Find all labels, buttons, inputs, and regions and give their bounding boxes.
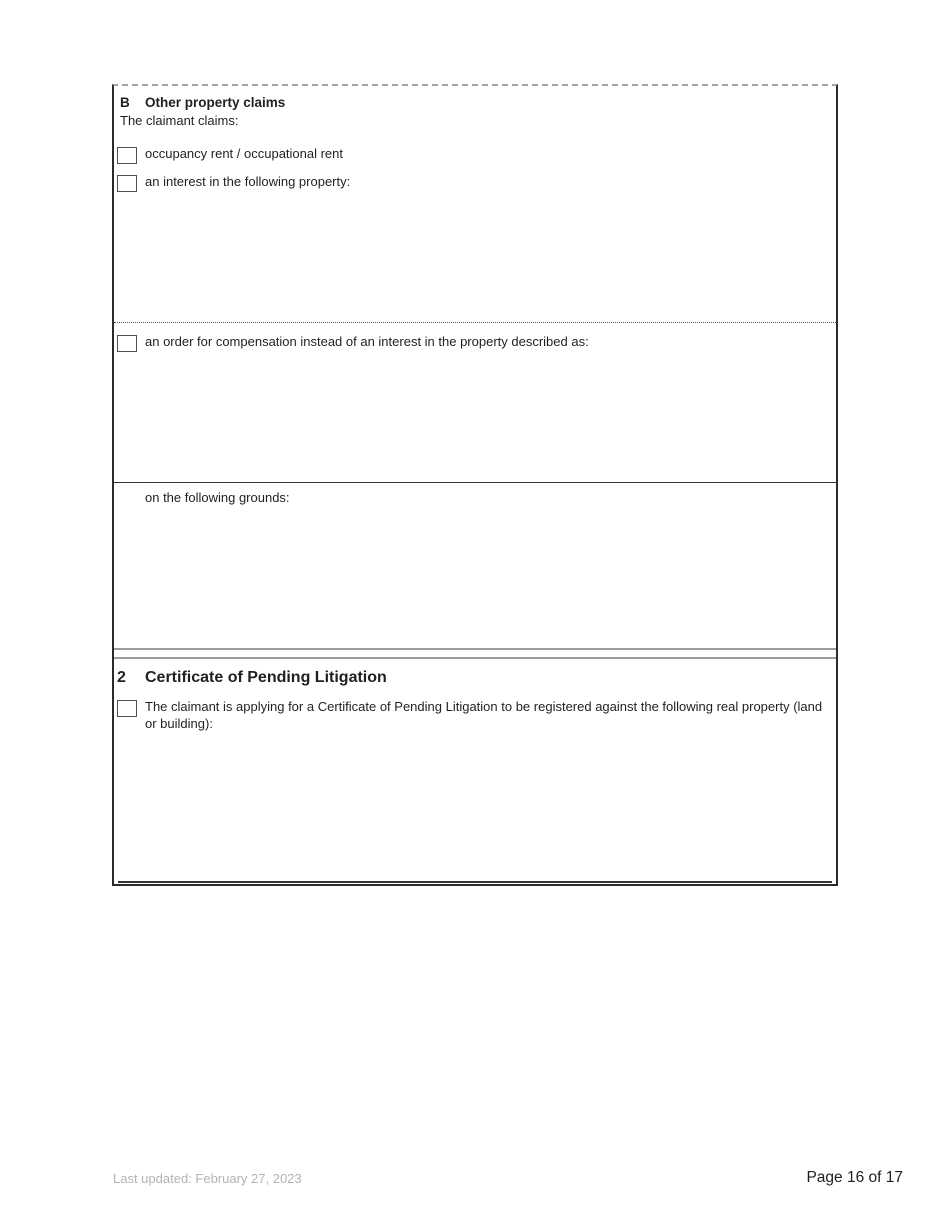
form-box bbox=[112, 84, 838, 886]
last-updated-text: Last updated: February 27, 2023 bbox=[113, 1171, 302, 1186]
dotted-separator bbox=[114, 322, 836, 323]
checkbox-certificate-pending-litigation[interactable] bbox=[117, 700, 137, 717]
section-2-heading bbox=[114, 668, 836, 688]
grounds-field[interactable] bbox=[114, 510, 836, 646]
section-end-rule bbox=[114, 648, 836, 650]
compensation-property-description-field[interactable] bbox=[114, 358, 836, 480]
section-b-heading bbox=[114, 95, 836, 112]
page-number: Page 16 of 17 bbox=[806, 1169, 903, 1186]
checkbox-interest-in-property-label: an interest in the following property: bbox=[145, 174, 351, 189]
interest-property-description-field[interactable] bbox=[114, 196, 836, 320]
section-b-label: B bbox=[120, 95, 130, 110]
checkbox-row bbox=[114, 699, 836, 735]
form-bottom-rule bbox=[118, 881, 832, 883]
checkbox-order-for-compensation-label: an order for compensation instead of an interest in the property described as: bbox=[145, 334, 589, 349]
checkbox-order-for-compensation[interactable] bbox=[117, 335, 137, 352]
checkbox-interest-in-property[interactable] bbox=[117, 175, 137, 192]
grounds-label: on the following grounds: bbox=[145, 490, 290, 505]
checkbox-certificate-pending-litigation-label: The claimant is applying for a Certificate of Pending Litigation to be registered against the following real property (land or building): bbox=[145, 699, 823, 731]
section-start-rule bbox=[114, 657, 836, 659]
section-2-label: 2 bbox=[117, 669, 126, 686]
checkbox-occupancy-rent-label: occupancy rent / occupational rent bbox=[145, 146, 344, 161]
checkbox-occupancy-rent[interactable] bbox=[117, 147, 137, 164]
solid-separator bbox=[114, 482, 836, 483]
section-b-intro: The claimant claims: bbox=[120, 113, 239, 128]
checkbox-row bbox=[114, 146, 836, 166]
section-2-title: Certificate of Pending Litigation bbox=[145, 669, 387, 686]
real-property-description-field[interactable] bbox=[114, 738, 836, 878]
checkbox-row bbox=[114, 334, 836, 354]
section-b-title: Other property claims bbox=[145, 95, 286, 110]
checkbox-row bbox=[114, 174, 836, 194]
